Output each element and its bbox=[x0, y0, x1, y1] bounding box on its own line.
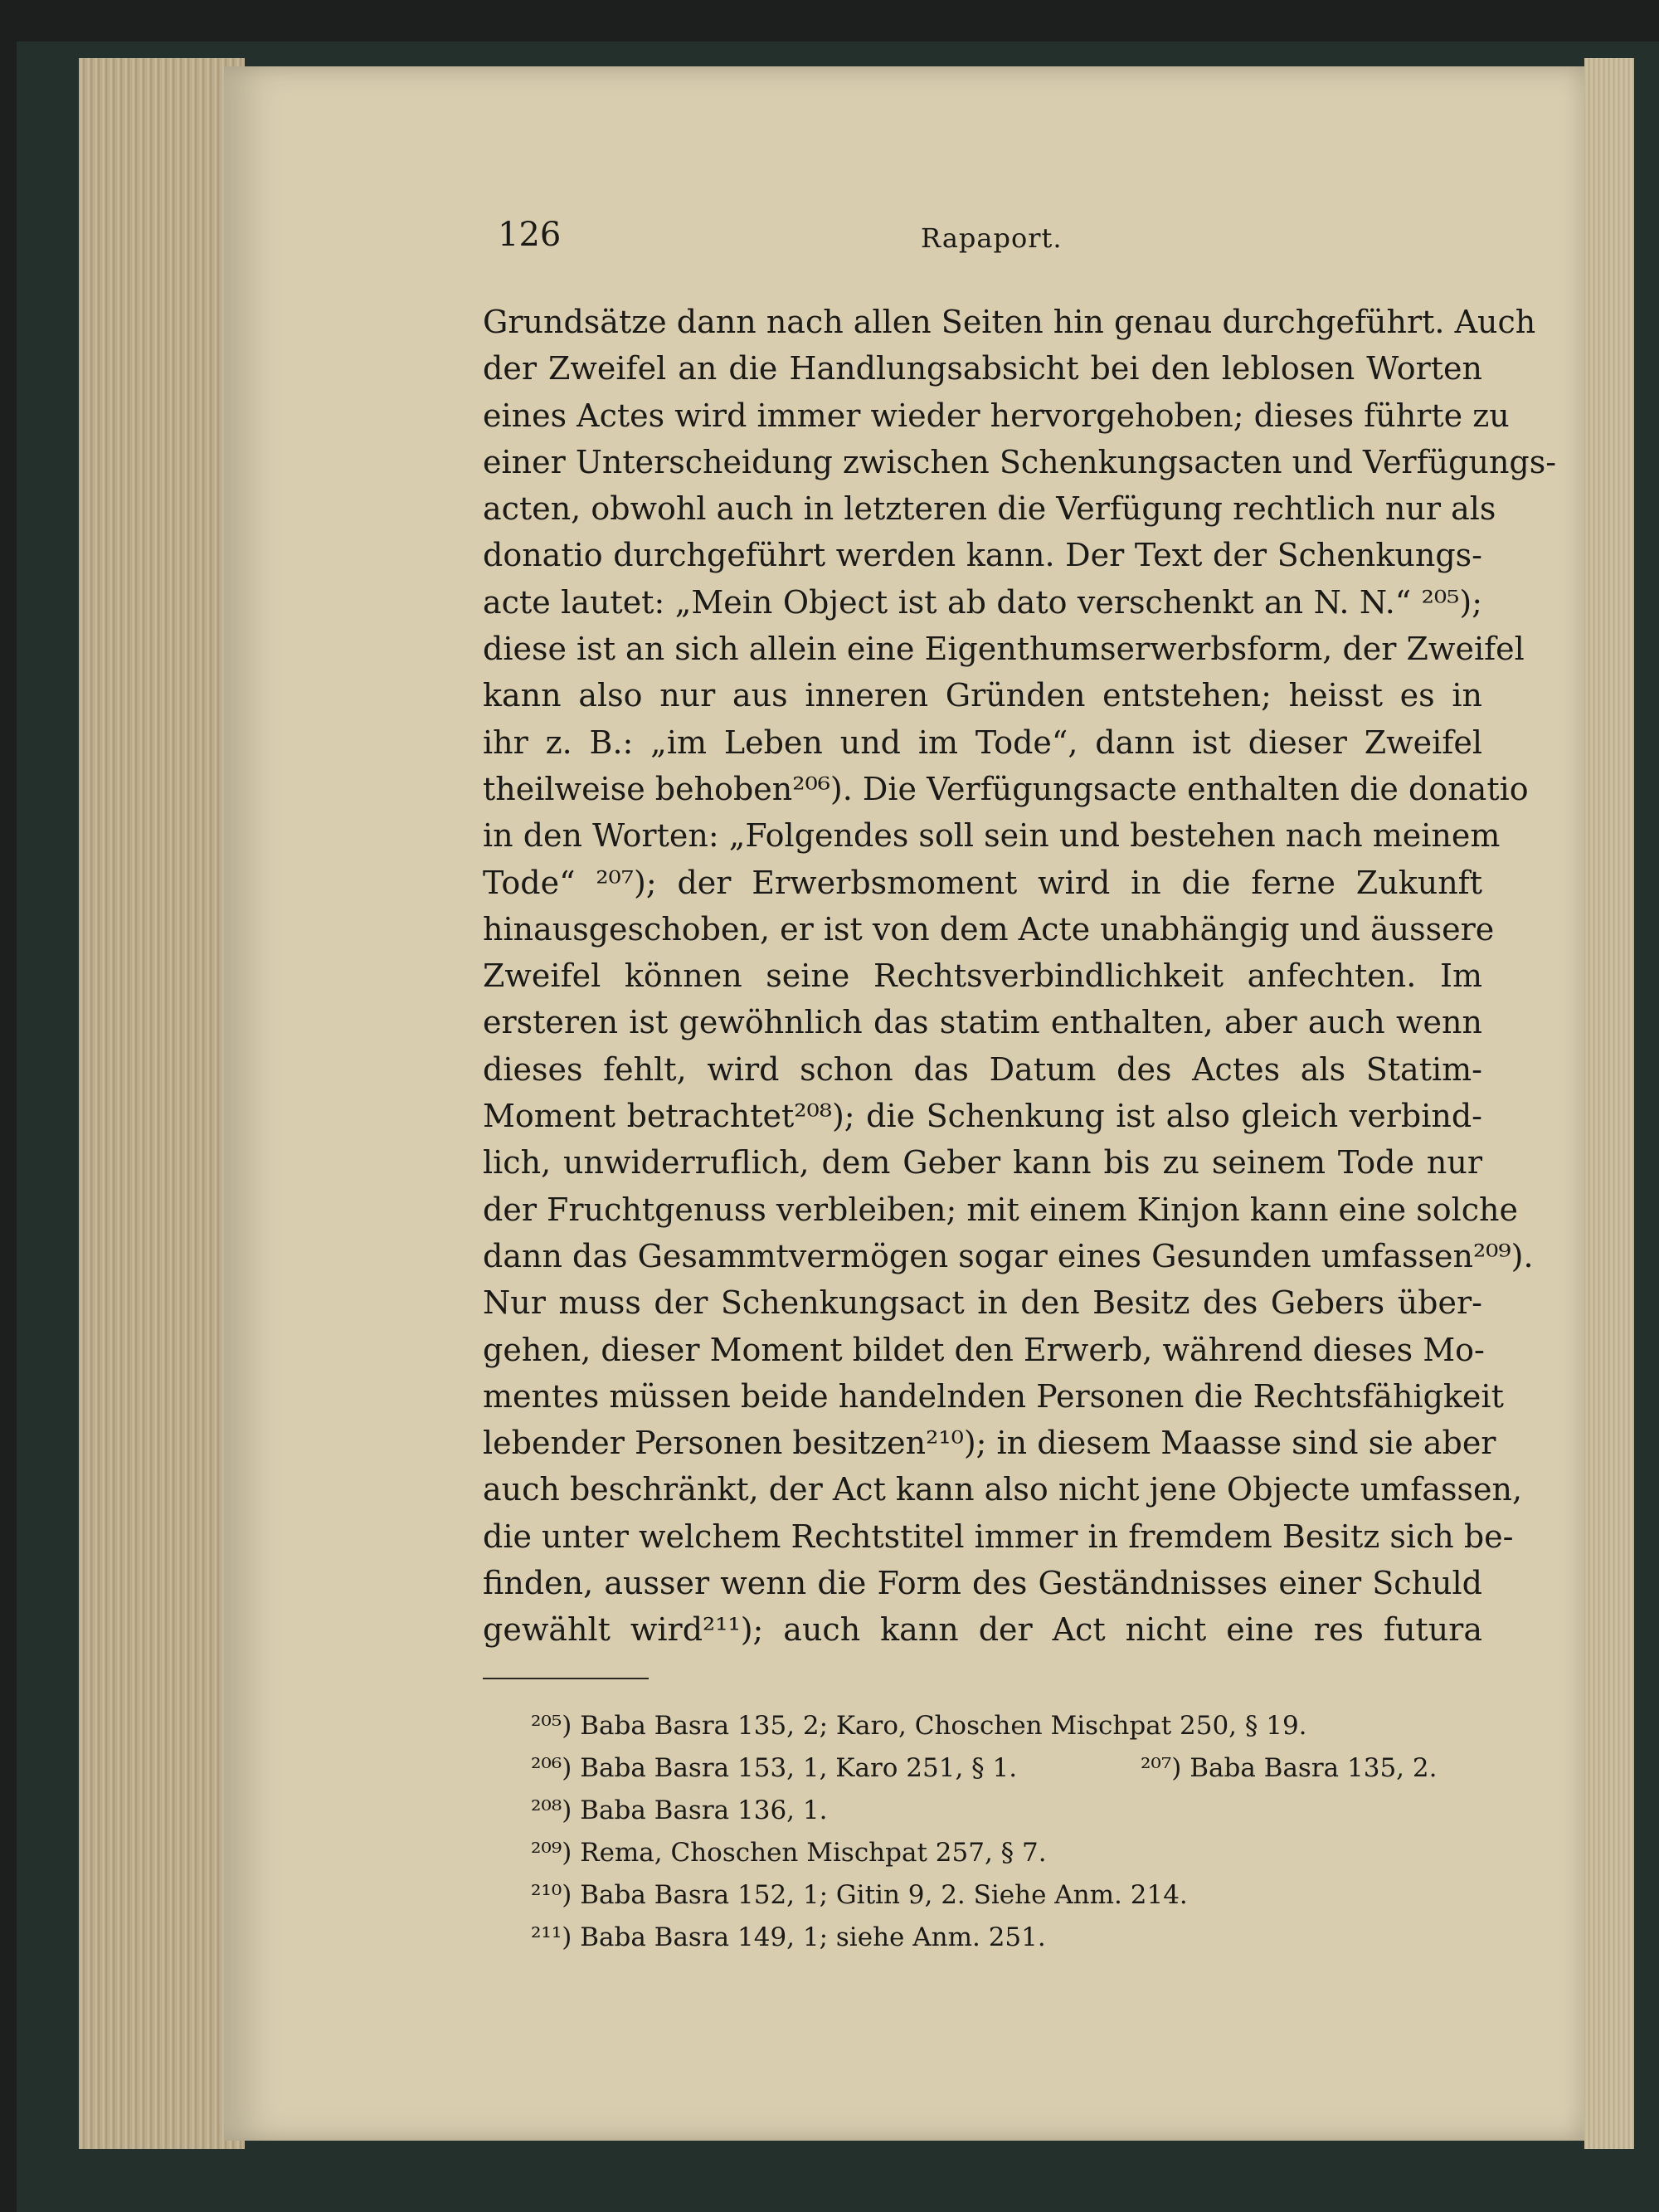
text-line: dieses fehlt, wird schon das Datum des Actes als Statim- bbox=[483, 1050, 1482, 1088]
footnote-text: ²¹⁰) Baba Basra 152, 1; Gitin 9, 2. Siehe Anm. 214. bbox=[531, 1880, 1188, 1910]
page-edges-right bbox=[1584, 58, 1634, 2149]
text-line: acten, obwohl auch in letzteren die Verfügung rechtlich nur als bbox=[483, 490, 1496, 528]
text-line: donatio durchgeführt werden kann. Der Text der Schenkungs- bbox=[483, 537, 1482, 574]
text-line: ihr z. B.: „im Leben und im Tode“, dann ist dieser Zweifel bbox=[483, 724, 1482, 761]
footnote-210 bbox=[531, 1874, 1493, 1917]
running-head: Rapaport. bbox=[921, 222, 1063, 254]
footnote-rule bbox=[483, 1678, 649, 1679]
text-line: gehen, dieser Moment bildet den Erwerb, während dieses Mo- bbox=[483, 1331, 1485, 1368]
page-edges-left bbox=[79, 58, 245, 2149]
text-line: Moment betrachtet²⁰⁸); die Schenkung ist also gleich verbind- bbox=[483, 1098, 1482, 1135]
footnote-text: ²⁰⁶) Baba Basra 153, 1, Karo 251, § 1. bbox=[531, 1753, 1018, 1783]
text-line: Grundsätze dann nach allen Seiten hin genau durchgeführt. Auch bbox=[483, 304, 1536, 340]
page-header bbox=[498, 216, 1477, 266]
text-line: hinausgeschoben, er ist von dem Acte unabhängig und äussere bbox=[483, 910, 1495, 948]
text-line: eines Actes wird immer wieder hervorgehoben; dieses führte zu bbox=[483, 397, 1510, 434]
text-line: Tode“ ²⁰⁷); der Erwerbsmoment wird in die ferne Zukunft bbox=[483, 864, 1482, 901]
text-line: acte lautet: „Mein Object ist ab dato verschenkt an N. N.“ ²⁰⁵); bbox=[483, 583, 1482, 621]
text-line: Nur muss der Schenkungsact in den Besitz des Gebers über- bbox=[483, 1284, 1482, 1322]
footnote-209 bbox=[531, 1832, 1493, 1874]
footnote-211 bbox=[531, 1917, 1493, 1959]
text-line: der Zweifel an die Handlungsabsicht bei den leblosen Worten bbox=[483, 350, 1482, 387]
text-line: finden, ausser wenn die Form des Geständnisses einer Schuld bbox=[483, 1565, 1482, 1602]
text-line: theilweise behoben²⁰⁶). Die Verfügungsacte enthalten die donatio bbox=[483, 770, 1529, 807]
footnote-207: ²⁰⁷) Baba Basra 135, 2. bbox=[1141, 1753, 1438, 1783]
footnote-text: ²⁰⁵) Baba Basra 135, 2; Karo, Choschen Mischpat 250, § 19. bbox=[531, 1711, 1307, 1741]
text-line: auch beschränkt, der Act kann also nicht jene Objecte umfassen, bbox=[483, 1471, 1523, 1508]
footnote-text: ²¹¹) Baba Basra 149, 1; siehe Anm. 251. bbox=[531, 1922, 1046, 1952]
page-number: 126 bbox=[498, 216, 562, 254]
text-line: Zweifel können seine Rechtsverbindlichkeit anfechten. Im bbox=[483, 957, 1482, 995]
text-line: dann das Gesammtvermögen sogar eines Gesunden umfassen²⁰⁹). bbox=[483, 1237, 1534, 1274]
footnote-text: ²⁰⁹) Rema, Choschen Mischpat 257, § 7. bbox=[531, 1838, 1047, 1868]
footnote-206 bbox=[531, 1747, 1493, 1790]
text-line: lebender Personen besitzen²¹⁰); in diesem Maasse sind sie aber bbox=[483, 1425, 1496, 1462]
text-line: in den Worten: „Folgendes soll sein und bestehen nach meinem bbox=[483, 817, 1501, 855]
text-line: gewählt wird²¹¹); auch kann der Act nicht eine res futura bbox=[483, 1611, 1482, 1649]
text-line: die unter welchem Rechtstitel immer in fremdem Besitz sich be- bbox=[483, 1518, 1514, 1555]
text-line: lich, unwiderruflich, dem Geber kann bis zu seinem Tode nur bbox=[483, 1144, 1482, 1182]
text-line: ersteren ist gewöhnlich das statim enthalten, aber auch wenn bbox=[483, 1004, 1482, 1041]
footnotes bbox=[531, 1705, 1493, 1959]
text-line: kann also nur aus inneren Gründen entstehen; heisst es in bbox=[483, 677, 1482, 714]
body-text bbox=[483, 299, 1557, 1654]
text-line: mentes müssen beide handelnden Personen die Rechtsfähigkeit bbox=[483, 1377, 1504, 1415]
text-line: diese ist an sich allein eine Eigenthumserwerbsform, der Zweifel bbox=[483, 631, 1525, 668]
footnote-205 bbox=[531, 1705, 1493, 1747]
text-line: der Fruchtgenuss verbleiben; mit einem Kinjon kann eine solche bbox=[483, 1191, 1518, 1228]
footnote-text: ²⁰⁸) Baba Basra 136, 1. bbox=[531, 1795, 828, 1825]
footnote-208 bbox=[531, 1790, 1493, 1832]
text-line: einer Unterscheidung zwischen Schenkungsacten und Verfügungs- bbox=[483, 443, 1557, 480]
